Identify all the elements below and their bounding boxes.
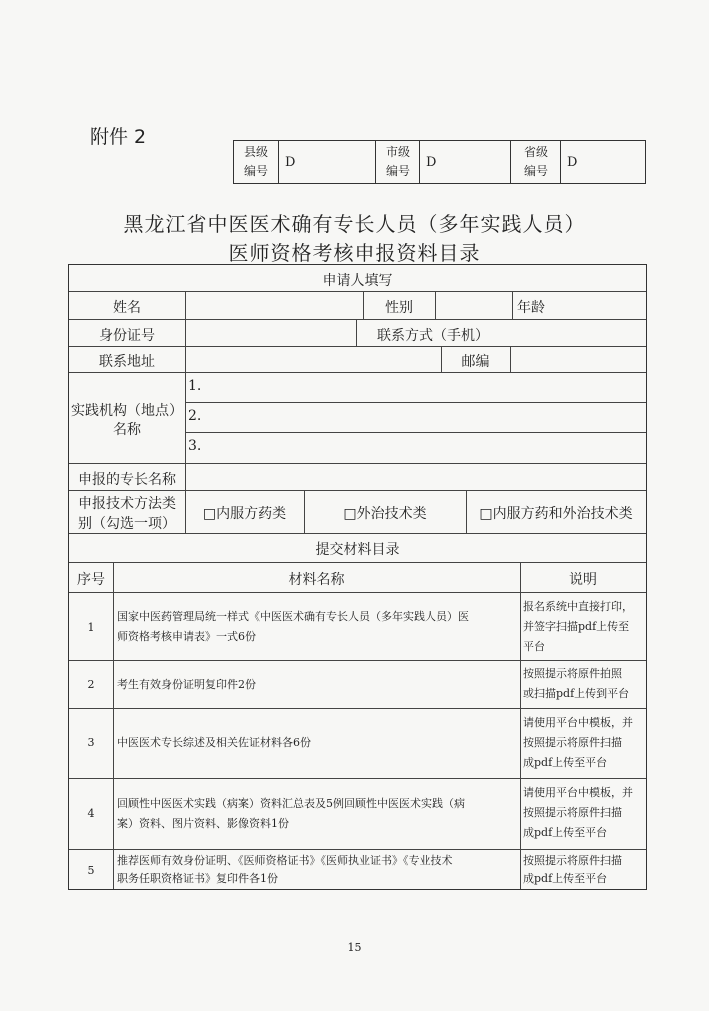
age-input[interactable] bbox=[564, 292, 644, 318]
specialty-label: 申报的专长名称 bbox=[78, 472, 176, 488]
institution-item-2[interactable]: 2. bbox=[188, 408, 202, 424]
method-option-both[interactable]: □内服方药和外治技术类 bbox=[479, 506, 633, 522]
postcode-input[interactable] bbox=[511, 347, 644, 371]
material-row-name-line: 师资格考核申请表》一式6份 bbox=[117, 630, 256, 643]
institution-label-line2: 名称 bbox=[113, 422, 141, 438]
material-row-no: 1 bbox=[87, 621, 95, 634]
address-input[interactable] bbox=[186, 347, 440, 371]
phone-label: 联系方式（手机） bbox=[377, 328, 489, 344]
city-code-label-line1: 市级 bbox=[385, 145, 410, 159]
address-label: 联系地址 bbox=[99, 354, 155, 370]
name-input[interactable] bbox=[186, 292, 362, 318]
method-option-external[interactable]: □外治技术类 bbox=[343, 506, 427, 522]
city-code-value[interactable]: D bbox=[419, 141, 517, 183]
phone-input[interactable] bbox=[509, 320, 644, 345]
postcode-label: 邮编 bbox=[461, 354, 490, 370]
material-row-name-line: 国家中医药管理局统一样式《中医医术确有专长人员（多年实践人员）医 bbox=[117, 610, 469, 623]
material-row-note-line: 按照提示将原件扫描 bbox=[523, 854, 622, 867]
material-row-no: 5 bbox=[87, 864, 95, 877]
material-row-note-line: 平台 bbox=[523, 640, 545, 653]
title-line1: 黑龙江省中医医术确有专长人员（多年实践人员） bbox=[123, 212, 586, 236]
specialty-input[interactable] bbox=[186, 464, 644, 489]
material-row-note-line: 成pdf上传至平台 bbox=[523, 872, 608, 885]
province-code-label-line2: 编号 bbox=[523, 164, 548, 178]
material-row-note-line: 按照提示将原件扫描 bbox=[523, 806, 622, 819]
material-row-note-line: 按照提示将原件拍照 bbox=[523, 667, 622, 680]
age-label: 年龄 bbox=[517, 300, 545, 316]
applicant-section-heading: 申请人填写 bbox=[322, 273, 393, 289]
province-code-label bbox=[510, 141, 561, 183]
material-row-note-line: 请使用平台中模板，并 bbox=[523, 716, 633, 729]
county-code-label-line1: 县级 bbox=[243, 145, 268, 159]
title-line2: 医师资格考核申报资料目录 bbox=[228, 241, 481, 265]
institution-item-1[interactable]: 1. bbox=[188, 378, 202, 394]
county-code-label-line2: 编号 bbox=[243, 164, 268, 178]
material-row-name-line: 职务任职资格证书》复印件各1份 bbox=[117, 872, 278, 885]
material-row-name-line: 中医医术专长综述及相关佐证材料各6份 bbox=[117, 736, 311, 749]
materials-header-no: 序号 bbox=[77, 572, 105, 588]
gender-label: 性别 bbox=[385, 300, 413, 316]
method-option-internal[interactable]: □内服方药类 bbox=[202, 506, 287, 522]
material-row-no: 2 bbox=[87, 678, 95, 691]
institution-label-line1: 实践机构（地点） bbox=[71, 403, 183, 419]
county-code-value[interactable]: D bbox=[278, 141, 376, 183]
material-row-name-line: 回顾性中医医术实践（病案）资料汇总表及5例回顾性中医医术实践（病 bbox=[117, 797, 465, 810]
material-row-note-line: 请使用平台中模板，并 bbox=[523, 786, 633, 799]
institution-item-3[interactable]: 3. bbox=[188, 438, 202, 454]
material-row-note-line: 成pdf上传至平台 bbox=[523, 756, 608, 769]
material-row-no: 4 bbox=[87, 807, 95, 820]
id-number-input[interactable] bbox=[186, 320, 355, 345]
gender-input[interactable] bbox=[436, 292, 511, 318]
material-row-note-line: 并签字扫描pdf上传至 bbox=[523, 620, 630, 633]
city-code-label bbox=[375, 141, 420, 183]
materials-section-heading: 提交材料目录 bbox=[315, 542, 400, 558]
id-number-label: 身份证号 bbox=[99, 328, 155, 344]
page-number: 15 bbox=[347, 941, 362, 954]
material-row-note-line: 成pdf上传至平台 bbox=[523, 826, 608, 839]
application-table bbox=[68, 264, 647, 890]
material-row-name-line: 考生有效身份证明复印件2份 bbox=[117, 678, 256, 691]
material-row-note-line: 按照提示将原件扫描 bbox=[523, 736, 622, 749]
method-label-line1: 申报技术方法类 bbox=[78, 496, 176, 512]
province-code-value[interactable]: D bbox=[560, 141, 647, 183]
attachment-label: 附件 2 bbox=[90, 126, 147, 148]
county-code-label bbox=[234, 141, 278, 183]
name-label: 姓名 bbox=[113, 300, 141, 316]
city-code-label-line2: 编号 bbox=[385, 164, 410, 178]
materials-header-name: 材料名称 bbox=[288, 572, 345, 588]
method-label-line2: 别（勾选一项） bbox=[78, 516, 176, 532]
province-code-label-line1: 省级 bbox=[523, 145, 548, 159]
material-row-note-line: 或扫描pdf上传到平台 bbox=[523, 687, 630, 700]
material-row-note-line: 报名系统中直接打印， bbox=[523, 600, 633, 613]
code-table bbox=[233, 140, 646, 184]
materials-header-note: 说明 bbox=[569, 572, 597, 588]
material-row-name-line: 案）资料、图片资料、影像资料1份 bbox=[117, 817, 289, 830]
material-row-no: 3 bbox=[87, 736, 95, 749]
material-row-name-line: 推荐医师有效身份证明、《医师资格证书》《医师执业证书》《专业技术 bbox=[117, 854, 453, 867]
